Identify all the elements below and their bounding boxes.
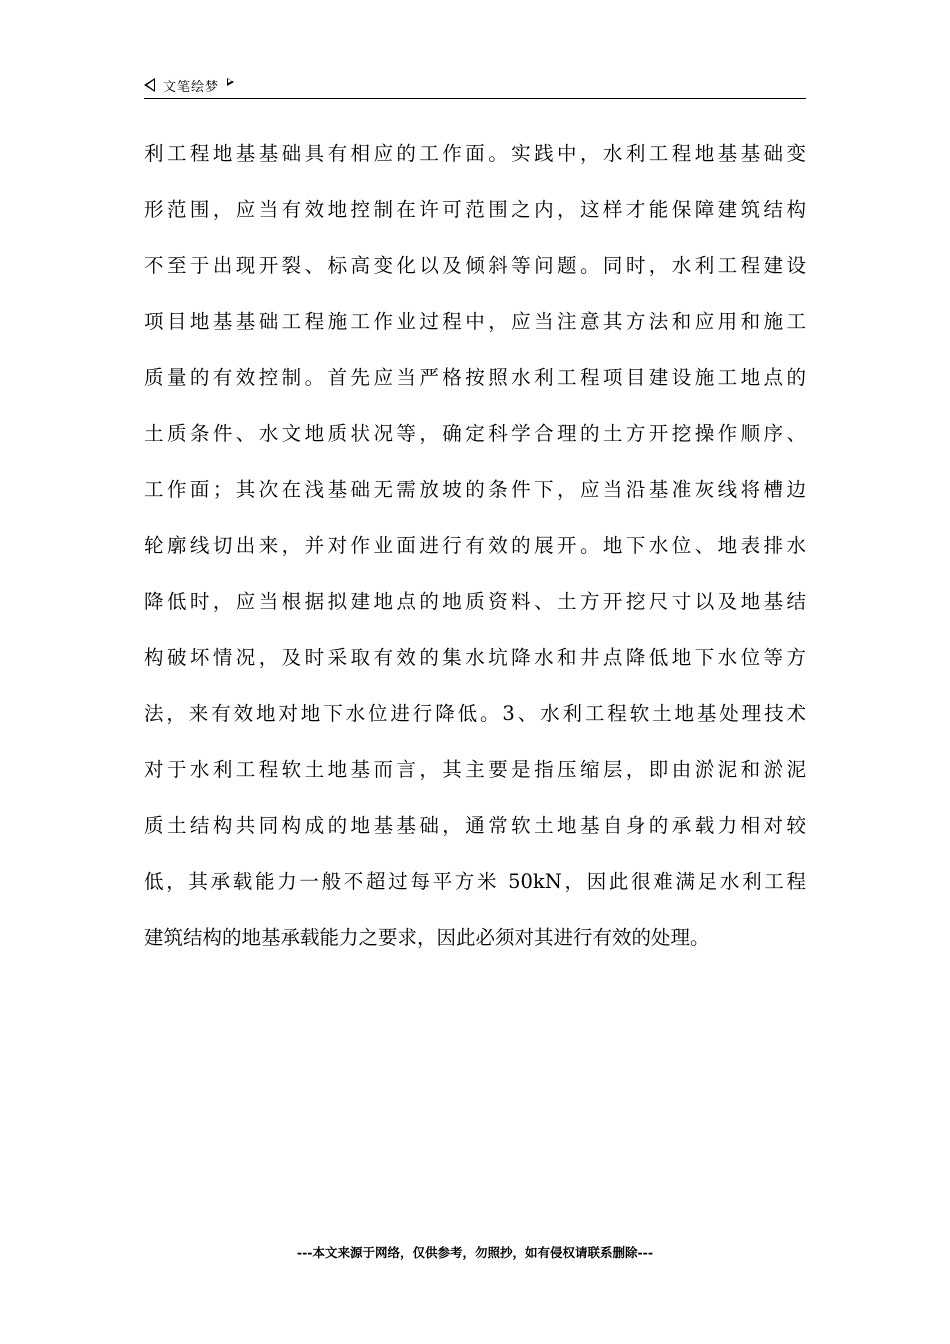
body-line: 形范围，应当有效地控制在许可范围之内，这样才能保障建筑结构	[144, 198, 806, 221]
header-brand: 文笔绘梦	[163, 79, 220, 95]
header-brand-group	[144, 74, 234, 96]
body-line: 法，来有效地对地下水位进行降低。3、水利工程软土地基处理技术	[144, 702, 806, 725]
body-line: 工作面；其次在浅基础无需放坡的条件下，应当沿基准灰线将槽边	[144, 478, 806, 501]
body-line: 质量的有效控制。首先应当严格按照水利工程项目建设施工地点的	[144, 366, 806, 389]
body-line: 构破坏情况，及时采取有效的集水坑降水和井点降低地下水位等方	[144, 646, 806, 669]
triangle-right-icon	[227, 78, 234, 86]
triangle-left-icon	[144, 78, 155, 92]
body-line: 对于水利工程软土地基而言，其主要是指压缩层，即由淤泥和淤泥	[144, 758, 806, 781]
page-header	[144, 74, 806, 99]
body-line: 建筑结构的地基承载能力之要求，因此必须对其进行有效的处理。	[144, 926, 710, 949]
body-line: 土质条件、水文地质状况等，确定科学合理的土方开挖操作顺序、	[144, 422, 806, 445]
body-line: 降低时，应当根据拟建地点的地质资料、土方开挖尺寸以及地基结	[144, 590, 806, 613]
body-line: 不至于出现开裂、标高变化以及倾斜等问题。同时，水利工程建设	[144, 254, 806, 277]
body-paragraph	[144, 134, 806, 974]
body-line: 质土结构共同构成的地基基础，通常软土地基自身的承载力相对较	[144, 814, 806, 837]
body-line: 轮廓线切出来，并对作业面进行有效的展开。地下水位、地表排水	[144, 534, 806, 557]
body-line: 利工程地基基础具有相应的工作面。实践中，水利工程地基基础变	[144, 142, 806, 165]
body-line: 低，其承载能力一般不超过每平方米 50kN，因此很难满足水利工程	[144, 870, 806, 893]
footer-notice: ---本文来源于网络，仅供参考，勿照抄，如有侵权请联系删除---	[296, 1245, 654, 1260]
body-line: 项目地基基础工程施工作业过程中，应当注意其方法和应用和施工	[144, 310, 806, 333]
